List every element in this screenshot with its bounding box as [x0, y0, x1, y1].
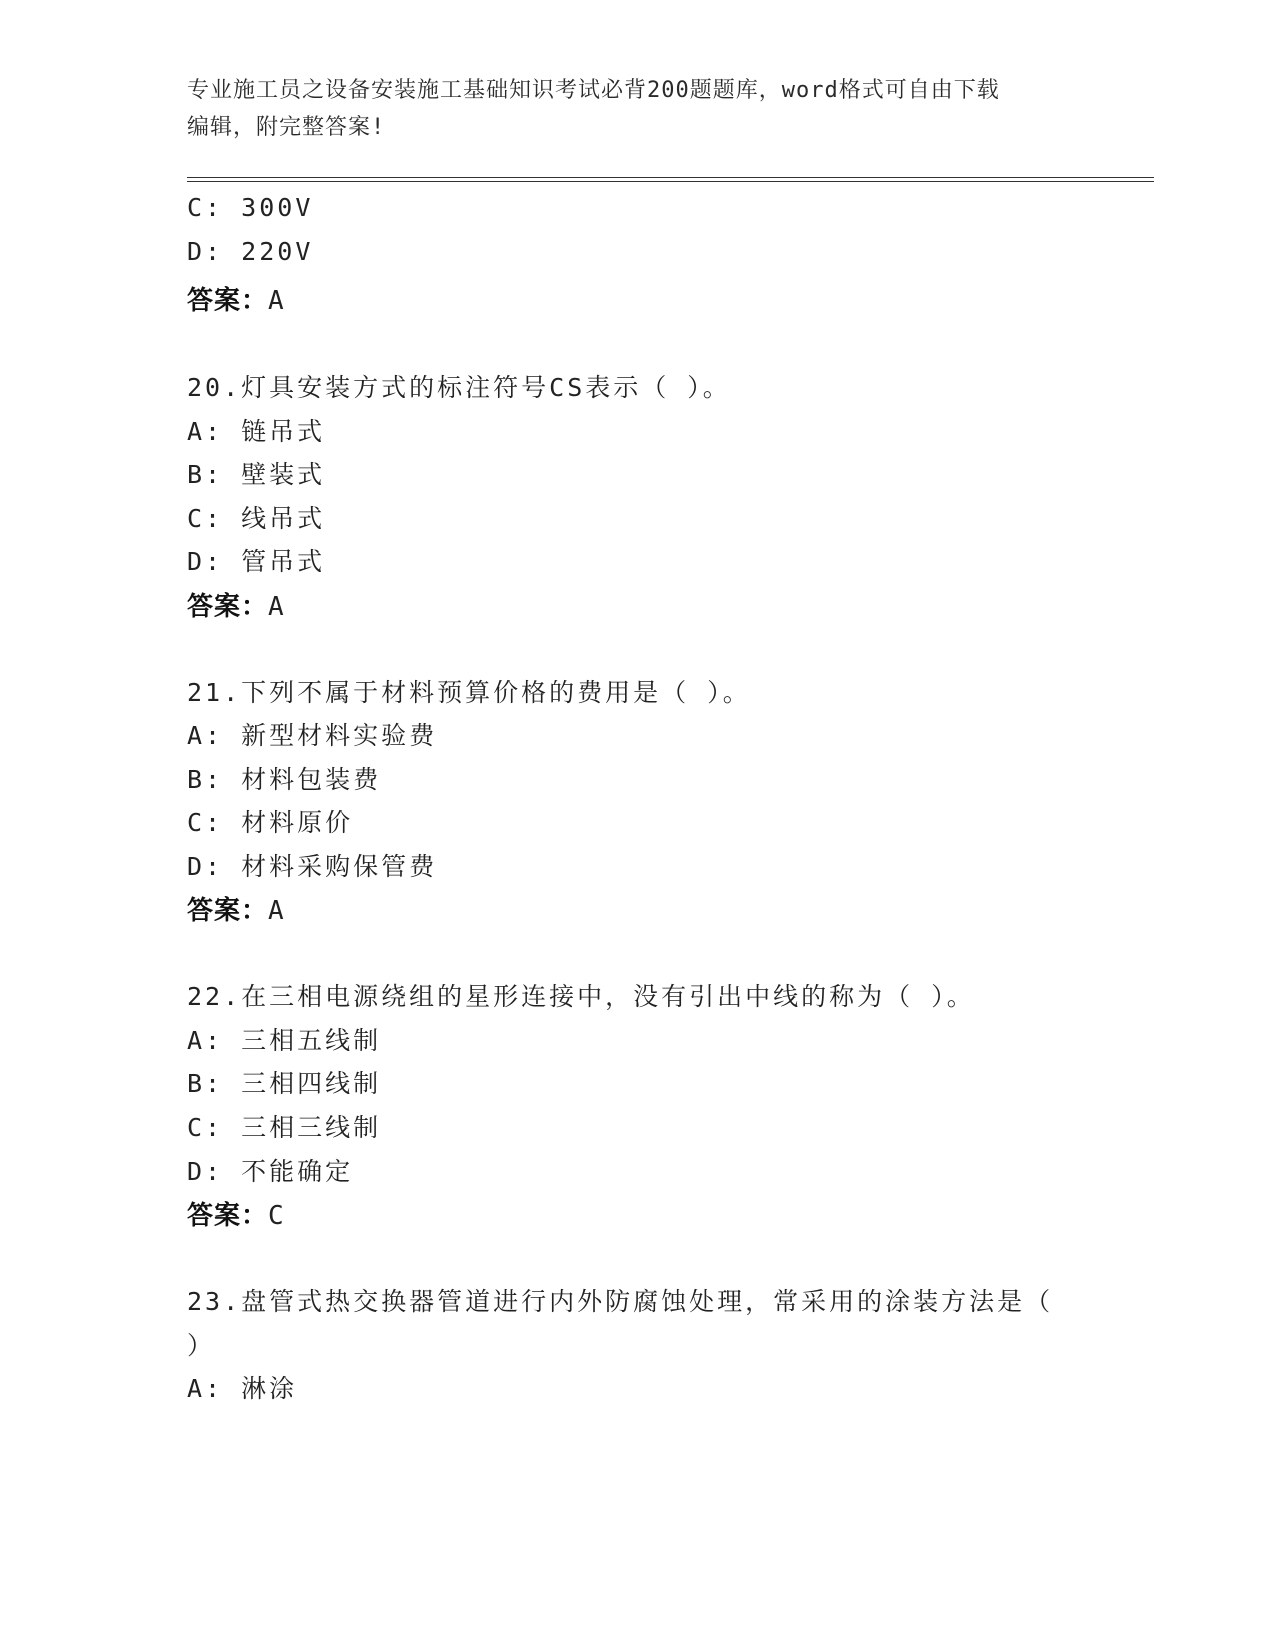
- question-22-answer: [187, 1195, 285, 1232]
- answer-value: C: [268, 1201, 285, 1231]
- option-label: D:: [187, 1157, 224, 1186]
- question-20-answer: [187, 586, 285, 623]
- option-text: 材料包装费: [241, 765, 382, 794]
- option-text: 三相四线制: [241, 1069, 382, 1098]
- question-23-option-a: [187, 1369, 297, 1405]
- option-text: 新型材料实验费: [241, 721, 438, 750]
- question-22-option-c: [187, 1108, 381, 1144]
- option-label: C:: [187, 193, 224, 222]
- question-20-option-a: [187, 412, 325, 448]
- answer-label: 答案：: [187, 1201, 269, 1231]
- question-23-stem-continued: ）: [187, 1331, 216, 1360]
- question-21-option-d: [187, 847, 437, 883]
- option-text: 管吊式: [241, 547, 326, 576]
- question-20-option-c: [187, 499, 325, 535]
- option-text: 材料原价: [241, 808, 354, 837]
- option-text: 线吊式: [241, 504, 326, 533]
- prev-answer: [187, 280, 285, 317]
- option-label: A:: [187, 1026, 224, 1055]
- question-22-option-a: [187, 1021, 381, 1057]
- option-label: B:: [187, 460, 224, 489]
- question-23-stem: 23.盘管式热交换器管道进行内外防腐蚀处理，常采用的涂装方法是（: [187, 1287, 1054, 1316]
- question-22-option-d: [187, 1152, 353, 1188]
- header-line-2: 编辑，附完整答案!: [187, 115, 386, 140]
- answer-value: A: [268, 592, 285, 622]
- option-label: C:: [187, 504, 224, 533]
- option-label: C:: [187, 1113, 224, 1142]
- answer-value: A: [268, 896, 285, 926]
- question-20-option-b: [187, 455, 325, 491]
- option-text: 不能确定: [241, 1157, 354, 1186]
- option-text: 300V: [241, 193, 314, 222]
- option-label: D:: [187, 547, 224, 576]
- document-header: [187, 72, 1087, 146]
- question-20-option-d: [187, 542, 325, 578]
- question-21-option-c: [187, 803, 353, 839]
- prev-option-d: [187, 237, 313, 266]
- prev-option-c: [187, 193, 313, 222]
- option-text: 220V: [241, 237, 314, 266]
- question-20-stem: 20.灯具安装方式的标注符号CS表示（ ）。: [187, 373, 731, 402]
- option-text: 淋涂: [241, 1374, 298, 1403]
- option-label: B:: [187, 1069, 224, 1098]
- header-line-1: 专业施工员之设备安装施工基础知识考试必背200题题库，word格式可自由下载: [187, 78, 1000, 103]
- option-label: D:: [187, 852, 224, 881]
- question-22-option-b: [187, 1064, 381, 1100]
- option-label: A:: [187, 1374, 224, 1403]
- option-text: 壁装式: [241, 460, 326, 489]
- answer-value: A: [268, 286, 285, 316]
- option-label: D:: [187, 237, 224, 266]
- header-divider: [187, 177, 1154, 182]
- option-label: A:: [187, 721, 224, 750]
- question-21-option-b: [187, 760, 381, 796]
- answer-label: 答案：: [187, 896, 269, 926]
- option-text: 链吊式: [241, 417, 326, 446]
- option-label: B:: [187, 765, 224, 794]
- option-text: 三相三线制: [241, 1113, 382, 1142]
- question-21-option-a: [187, 716, 437, 752]
- option-text: 三相五线制: [241, 1026, 382, 1055]
- option-label: C:: [187, 808, 224, 837]
- question-21-stem: 21.下列不属于材料预算价格的费用是（ ）。: [187, 678, 751, 707]
- answer-label: 答案：: [187, 592, 269, 622]
- option-label: A:: [187, 417, 224, 446]
- question-21-answer: [187, 890, 285, 927]
- question-22-stem: 22.在三相电源绕组的星形连接中，没有引出中线的称为（ ）。: [187, 982, 975, 1011]
- answer-label: 答案：: [187, 286, 269, 316]
- option-text: 材料采购保管费: [241, 852, 438, 881]
